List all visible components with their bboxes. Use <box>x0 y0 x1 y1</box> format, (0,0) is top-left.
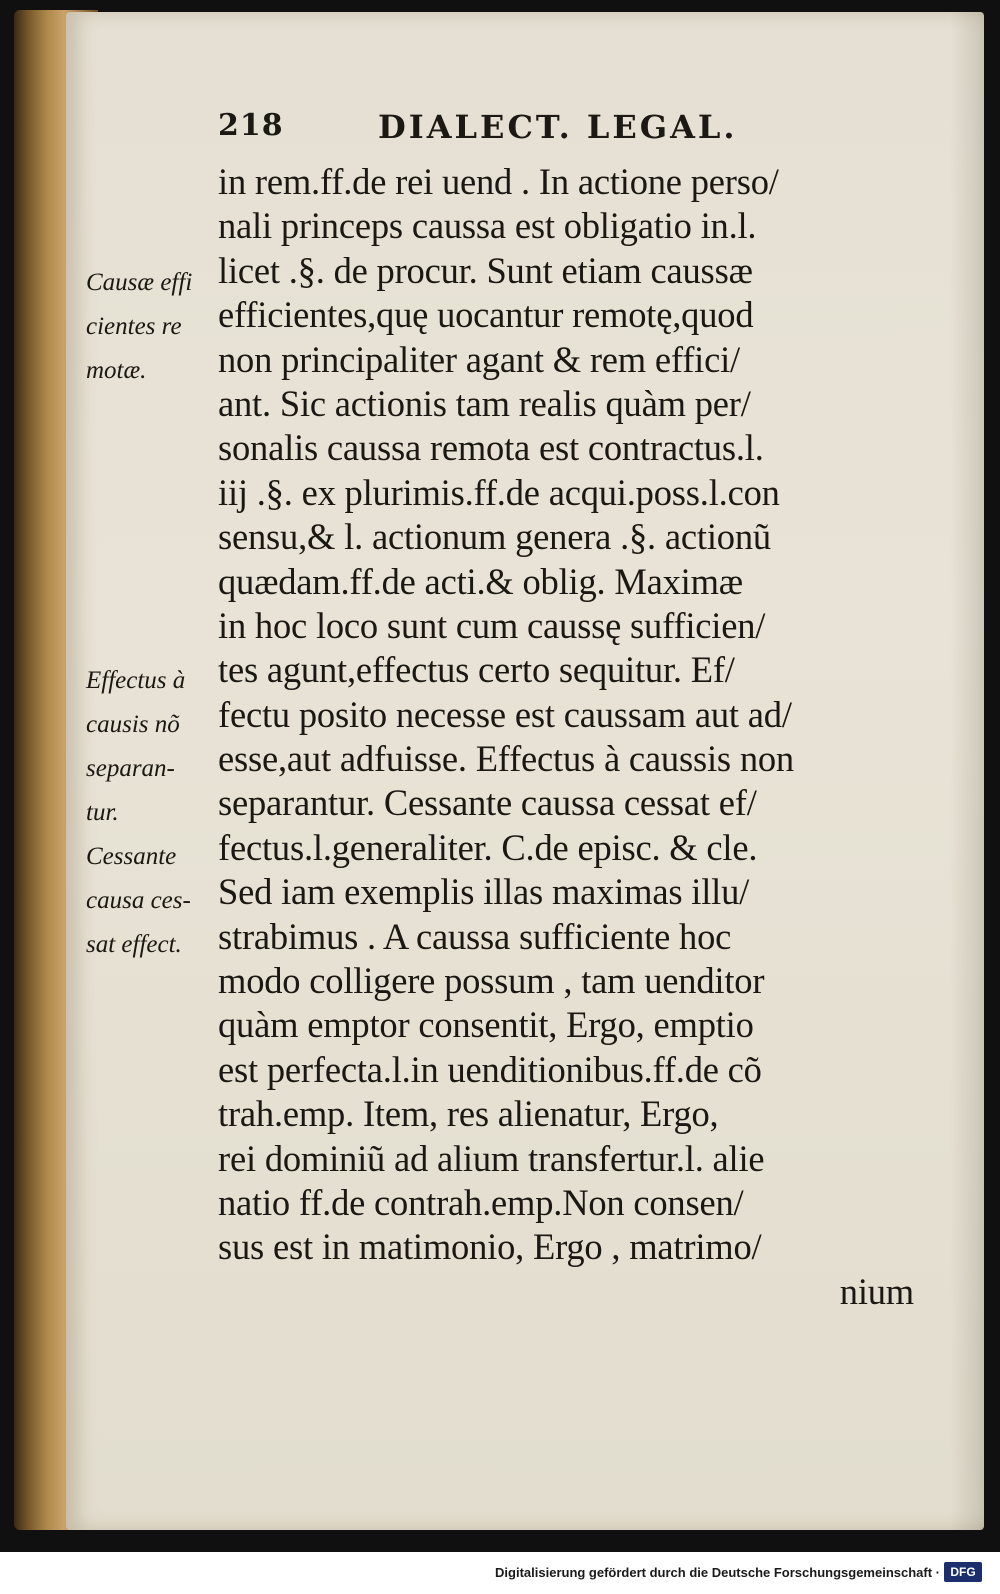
margin-note-line: cientes re <box>86 313 182 340</box>
margin-note-line: causa ces- <box>86 887 191 914</box>
text-line: strabimus . A caussa sufficiente hoc <box>218 915 732 957</box>
text-line: esse,aut adfuisse. Effectus à caussis non <box>218 738 794 780</box>
dfg-logo: DFG <box>944 1562 982 1582</box>
text-line: est perfecta.l.in uenditionibus.ff.de cõ <box>218 1048 762 1090</box>
footer <box>0 1552 1000 1594</box>
margin-note-line: separan- <box>86 755 175 782</box>
margin-note-line: Effectus à <box>86 667 186 694</box>
text-line: modo colligere possum , tam uenditor <box>218 960 765 1002</box>
page-shadow <box>950 12 984 1530</box>
text-line: natio ff.de contrah.emp.Non consen/ <box>218 1181 744 1223</box>
text-line: rei dominiũ ad alium transfertur.l. alie <box>218 1137 765 1179</box>
margin-note-line: motæ. <box>86 357 147 384</box>
margin-note-line: Causæ effi <box>86 269 193 296</box>
text-line: sonalis caussa remota est contractus.l. <box>218 427 764 469</box>
text-line: efficientes,quę uocantur remotę,quod <box>218 294 754 336</box>
page-number: 218 <box>218 108 284 143</box>
text-line: trah.emp. Item, res alienatur, Ergo, <box>218 1093 719 1135</box>
margin-note-line: tur. <box>86 799 119 826</box>
text-line: sensu,& l. actionum genera .§. actionũ <box>218 516 771 558</box>
page-header <box>218 108 778 152</box>
text-line: ant. Sic actionis tam realis quàm per/ <box>218 382 751 424</box>
catchword: nium <box>839 1270 914 1312</box>
text-line: sus est in matimonio, Ergo , matrimo/ <box>218 1226 762 1268</box>
margin-note-line: Cessante <box>86 843 177 870</box>
body-text <box>218 160 918 1314</box>
running-head: DIALECT. LEGAL. <box>378 108 738 146</box>
margin-note-line: sat effect. <box>86 931 182 958</box>
text-line: separantur. Cessante caussa cessat ef/ <box>218 782 757 824</box>
text-line: fectus.l.generaliter. C.de episc. & cle. <box>218 826 758 868</box>
text-line: quædam.ff.de acti.& oblig. Maximæ <box>218 560 743 602</box>
text-line: fectu posito necesse est caussam aut ad/ <box>218 693 792 735</box>
text-line: in hoc loco sunt cum caussę sufficien/ <box>218 604 766 646</box>
text-line: non principaliter agant & rem effici/ <box>218 338 740 380</box>
text-line: Sed iam exemplis illas maximas illu/ <box>218 871 750 913</box>
margin-note-line: causis nõ <box>86 711 180 738</box>
text-line: licet .§. de procur. Sunt etiam caussæ <box>218 249 753 291</box>
text-line: in rem.ff.de rei uend . In actione perso/ <box>218 161 779 202</box>
funding-credit: Digitalisierung gefördert durch die Deutsche Forschungsgemeinschaft · <box>495 1565 940 1580</box>
text-line: tes agunt,effectus certo sequitur. Ef/ <box>218 649 735 691</box>
text-line: iij .§. ex plurimis.ff.de acqui.poss.l.con <box>218 471 780 513</box>
text-line: quàm emptor consentit, Ergo, emptio <box>218 1004 754 1046</box>
text-line: nali princeps caussa est obligatio in.l. <box>218 205 757 247</box>
